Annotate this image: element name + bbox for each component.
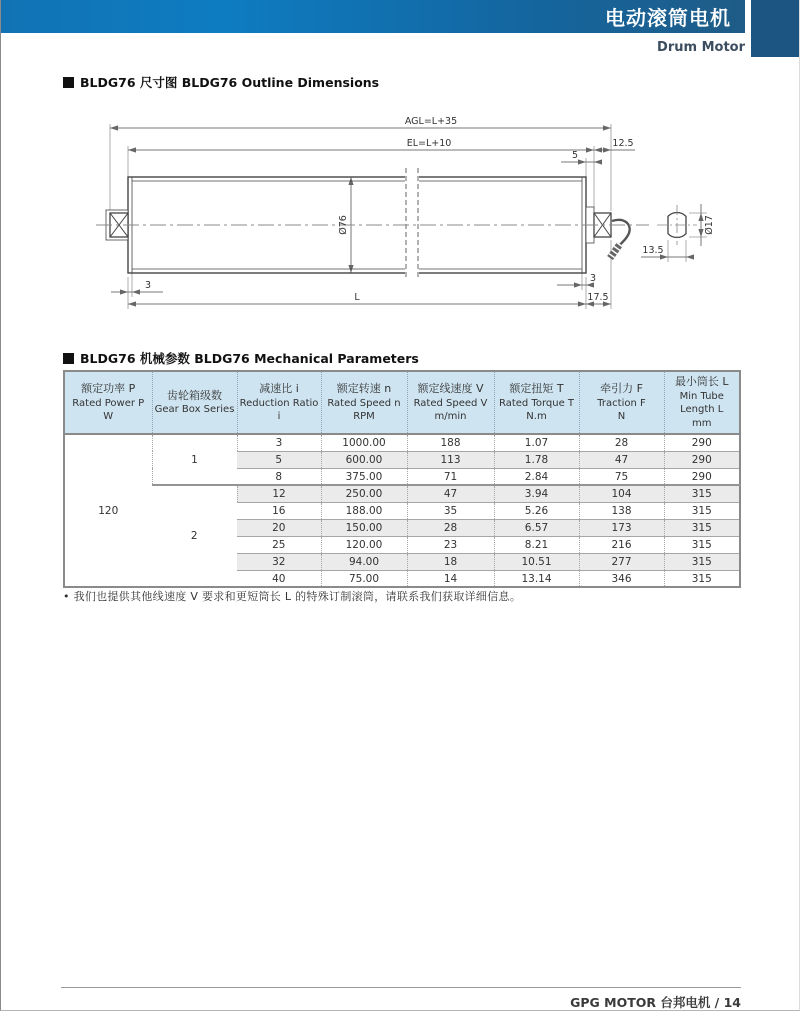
table-cell: 375.00 [321, 468, 407, 485]
custom-order-note: • 我们也提供其他线速度 V 要求和更短筒长 L 的特殊订制滚筒，请联系我们获取详细信息。 [63, 590, 522, 603]
table-cell: 315 [664, 519, 740, 536]
dim-label-agl: AGL=L+35 [404, 116, 458, 127]
table-cell: 94.00 [321, 553, 407, 570]
table-cell: 3 [237, 434, 321, 451]
column-header-torque: 额定扭矩 T Rated Torque T N.m [494, 371, 579, 434]
column-header-minlength: 最小筒长 L Min Tube Length L mm [664, 371, 740, 434]
column-header-traction: 牵引力 F Traction F N [579, 371, 664, 434]
table-cell: 35 [407, 502, 494, 519]
table-cell: 47 [579, 451, 664, 468]
section-title-parameters [63, 349, 419, 367]
table-cell: 75.00 [321, 570, 407, 587]
table-cell: 2.84 [494, 468, 579, 485]
break-lines [405, 168, 419, 280]
power-cable [610, 220, 630, 258]
table-cell: 5 [237, 451, 321, 468]
table-cell: 28 [407, 519, 494, 536]
table-cell: 1.07 [494, 434, 579, 451]
dim-label-5: 5 [571, 150, 579, 161]
column-header-ratio: 减速比 i Reduction Ratio i [237, 371, 321, 434]
column-header-gearbox: 齿轮箱级数 Gear Box Series [152, 371, 237, 434]
table-cell-series: 1 [152, 434, 237, 485]
dim-label-13-5: 13.5 [642, 245, 664, 256]
table-cell: 14 [407, 570, 494, 587]
table-cell: 32 [237, 553, 321, 570]
table-cell: 28 [579, 434, 664, 451]
table-cell-power: 120 [64, 434, 152, 587]
table-cell: 47 [407, 485, 494, 502]
dimension-labels [145, 116, 715, 303]
table-cell: 315 [664, 485, 740, 502]
dim-label-17-5: 17.5 [587, 292, 609, 303]
table-cell: 71 [407, 468, 494, 485]
table-cell: 75 [579, 468, 664, 485]
table-cell: 315 [664, 553, 740, 570]
dim-label-12-5: 12.5 [612, 138, 634, 149]
footer-rule [61, 987, 741, 988]
table-cell: 8.21 [494, 536, 579, 553]
table-cell: 23 [407, 536, 494, 553]
table-row [64, 434, 740, 451]
outline-drawing [1, 100, 800, 345]
page-subtitle: Drum Motor [657, 40, 745, 55]
dim-label-el: EL=L+10 [406, 138, 452, 149]
table-cell: 290 [664, 434, 740, 451]
table-cell: 315 [664, 502, 740, 519]
shaft-cross-section [657, 205, 697, 245]
table-cell: 346 [579, 570, 664, 587]
section-marker-icon [63, 77, 74, 88]
table-cell: 216 [579, 536, 664, 553]
table-cell: 104 [579, 485, 664, 502]
table-cell: 315 [664, 570, 740, 587]
table-cell: 250.00 [321, 485, 407, 502]
header-accent-square [751, 0, 799, 57]
column-header-linespeed: 额定线速度 V Rated Speed V m/min [407, 371, 494, 434]
table-cell: 10.51 [494, 553, 579, 570]
drum-tube [128, 177, 586, 273]
table-cell: 1.78 [494, 451, 579, 468]
table-row [64, 485, 740, 502]
dim-label-dia17: Ø17 [704, 215, 715, 235]
dim-label-length: L [354, 292, 360, 303]
table-cell: 1000.00 [321, 434, 407, 451]
column-header-speed: 额定转速 n Rated Speed n RPM [321, 371, 407, 434]
table-cell: 150.00 [321, 519, 407, 536]
table-cell: 18 [407, 553, 494, 570]
table-cell: 188 [407, 434, 494, 451]
table-cell: 5.26 [494, 502, 579, 519]
header-bar [1, 0, 745, 33]
table-cell: 12 [237, 485, 321, 502]
table-cell: 120.00 [321, 536, 407, 553]
table-cell: 173 [579, 519, 664, 536]
dim-label-dia76: Ø76 [338, 215, 349, 235]
parameters-table [63, 370, 741, 588]
table-cell: 20 [237, 519, 321, 536]
footer-page-label: GPG MOTOR 台邦电机 / 14 [570, 995, 741, 1010]
table-cell: 25 [237, 536, 321, 553]
section-title-outline [63, 73, 379, 91]
table-cell: 290 [664, 451, 740, 468]
table-cell: 277 [579, 553, 664, 570]
section-title-text: BLDG76 机械参数 BLDG76 Mechanical Parameters [80, 351, 419, 366]
table-cell: 13.14 [494, 570, 579, 587]
table-cell: 3.94 [494, 485, 579, 502]
table-cell: 188.00 [321, 502, 407, 519]
table-cell: 16 [237, 502, 321, 519]
table-cell-series: 2 [152, 485, 237, 587]
dim-label-3-right: 3 [589, 273, 597, 284]
dim-label-3-left: 3 [144, 280, 152, 291]
table-cell: 113 [407, 451, 494, 468]
table-cell: 8 [237, 468, 321, 485]
table-header-row [64, 371, 740, 434]
page-title: 电动滚筒电机 [605, 6, 731, 30]
table-cell: 290 [664, 468, 740, 485]
section-marker-icon [63, 353, 74, 364]
table-cell: 315 [664, 536, 740, 553]
table-cell: 6.57 [494, 519, 579, 536]
table-cell: 138 [579, 502, 664, 519]
table-cell: 600.00 [321, 451, 407, 468]
table-cell: 40 [237, 570, 321, 587]
column-header-power: 额定功率 P Rated Power P W [64, 371, 152, 434]
section-title-text: BLDG76 尺寸图 BLDG76 Outline Dimensions [80, 75, 380, 90]
